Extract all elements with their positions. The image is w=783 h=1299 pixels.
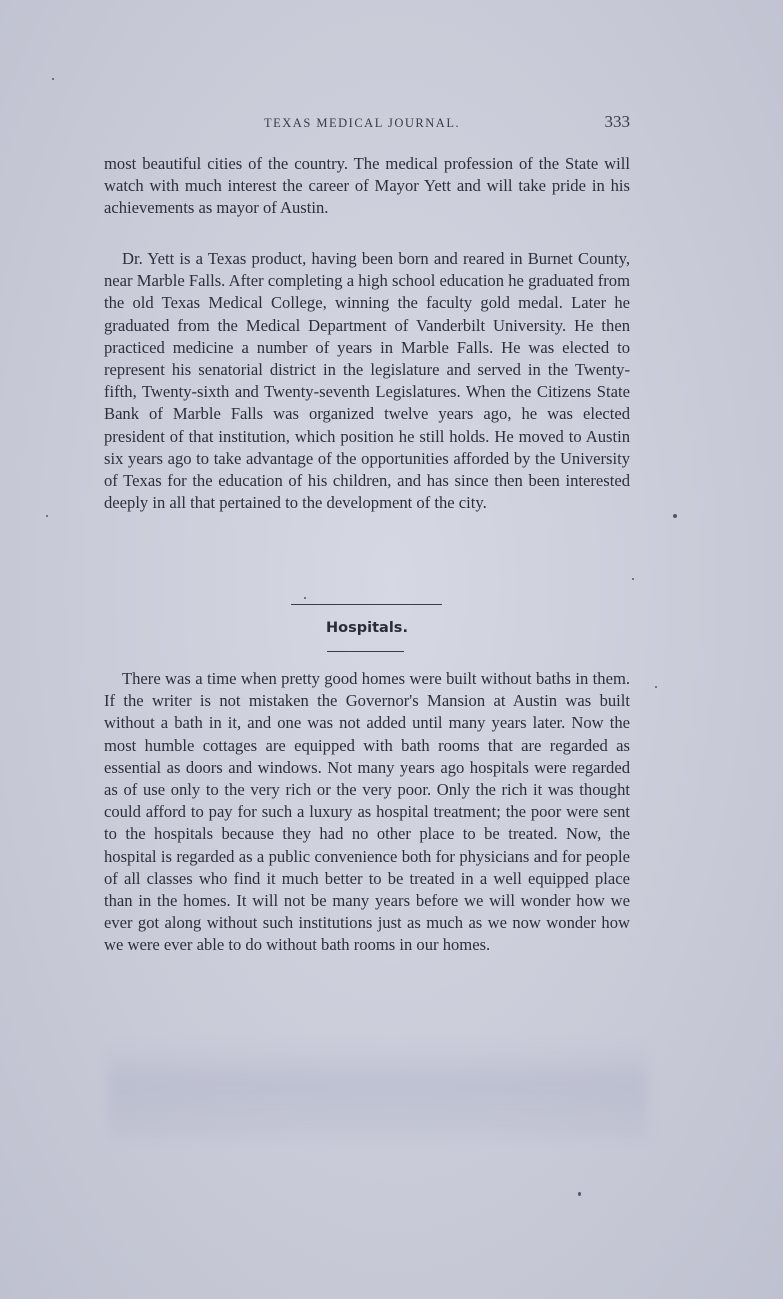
paragraph-mayor-austin: most beautiful cities of the country. The medical profession of the State will watch with much interest the career of Mayor Yett and will take pride in his achievements as mayor of Austin. <box>104 154 630 218</box>
hospitals-article <box>104 668 630 957</box>
paper-speck <box>673 514 677 518</box>
running-head <box>104 114 634 134</box>
article-biography <box>104 248 630 514</box>
section-divider <box>291 604 442 605</box>
paragraph-dr-yett: Dr. Yett is a Texas product, having been born and reared in Burnet County, near Marble Falls. After completing a high school education he graduated from the old Texas Medical College, winning the faculty gold medal. Later he graduated from the Medical Department of Vanderbilt University. He then practiced medicine a number of years in Marble Falls. He was elected to represent his senatorial district in the legislature and served in the Twenty-fifth, Twenty-sixth and Twenty-seventh Legislatures. When the Citizens State Bank of Marble Falls was organized twelve years ago, he was elected president of that institution, which position he still holds. He moved to Austin six years ago to take advantage of the opportunities afforded by the University of Texas for the education of his children, and has since then been interested deeply in all that pertained to the development of the city. <box>104 249 630 513</box>
article-continuation <box>104 153 630 220</box>
paper-speck <box>655 686 657 688</box>
paper-speck <box>304 597 306 599</box>
journal-title: TEXAS MEDICAL JOURNAL. <box>264 116 461 130</box>
paper-speck <box>632 578 634 580</box>
section-heading: Hospitals. <box>326 620 408 636</box>
paper-speck <box>52 78 54 80</box>
show-through-bleed <box>108 1040 648 1140</box>
paragraph-hospitals: There was a time when pretty good homes were built without baths in them. If the writer is not mistaken the Governor's Mansion at Austin was built without a bath in it, and one was not added until many years later. Now the most humble cottages are equipped with bath rooms that are regarded as essential as doors and windows. Not many years ago hospitals were regarded as of use only to the very rich or the very poor. Only the rich it was thought could afford to pay for such a luxury as hospital treatment; the poor were sent to the hospitals because they had no other place to be treated. Now, the hospital is regarded as a public convenience both for physicians and for people of all classes who find it much better to be treated in a well equipped place than in the homes. It will not be many years before we will wonder how we ever got along without such institutions just as much as we now wonder how we were ever able to do without bath rooms in our homes. <box>104 669 630 955</box>
page-number: 333 <box>604 112 630 131</box>
paper-speck <box>578 1192 581 1196</box>
heading-underline <box>327 651 404 652</box>
paper-speck <box>46 515 48 517</box>
